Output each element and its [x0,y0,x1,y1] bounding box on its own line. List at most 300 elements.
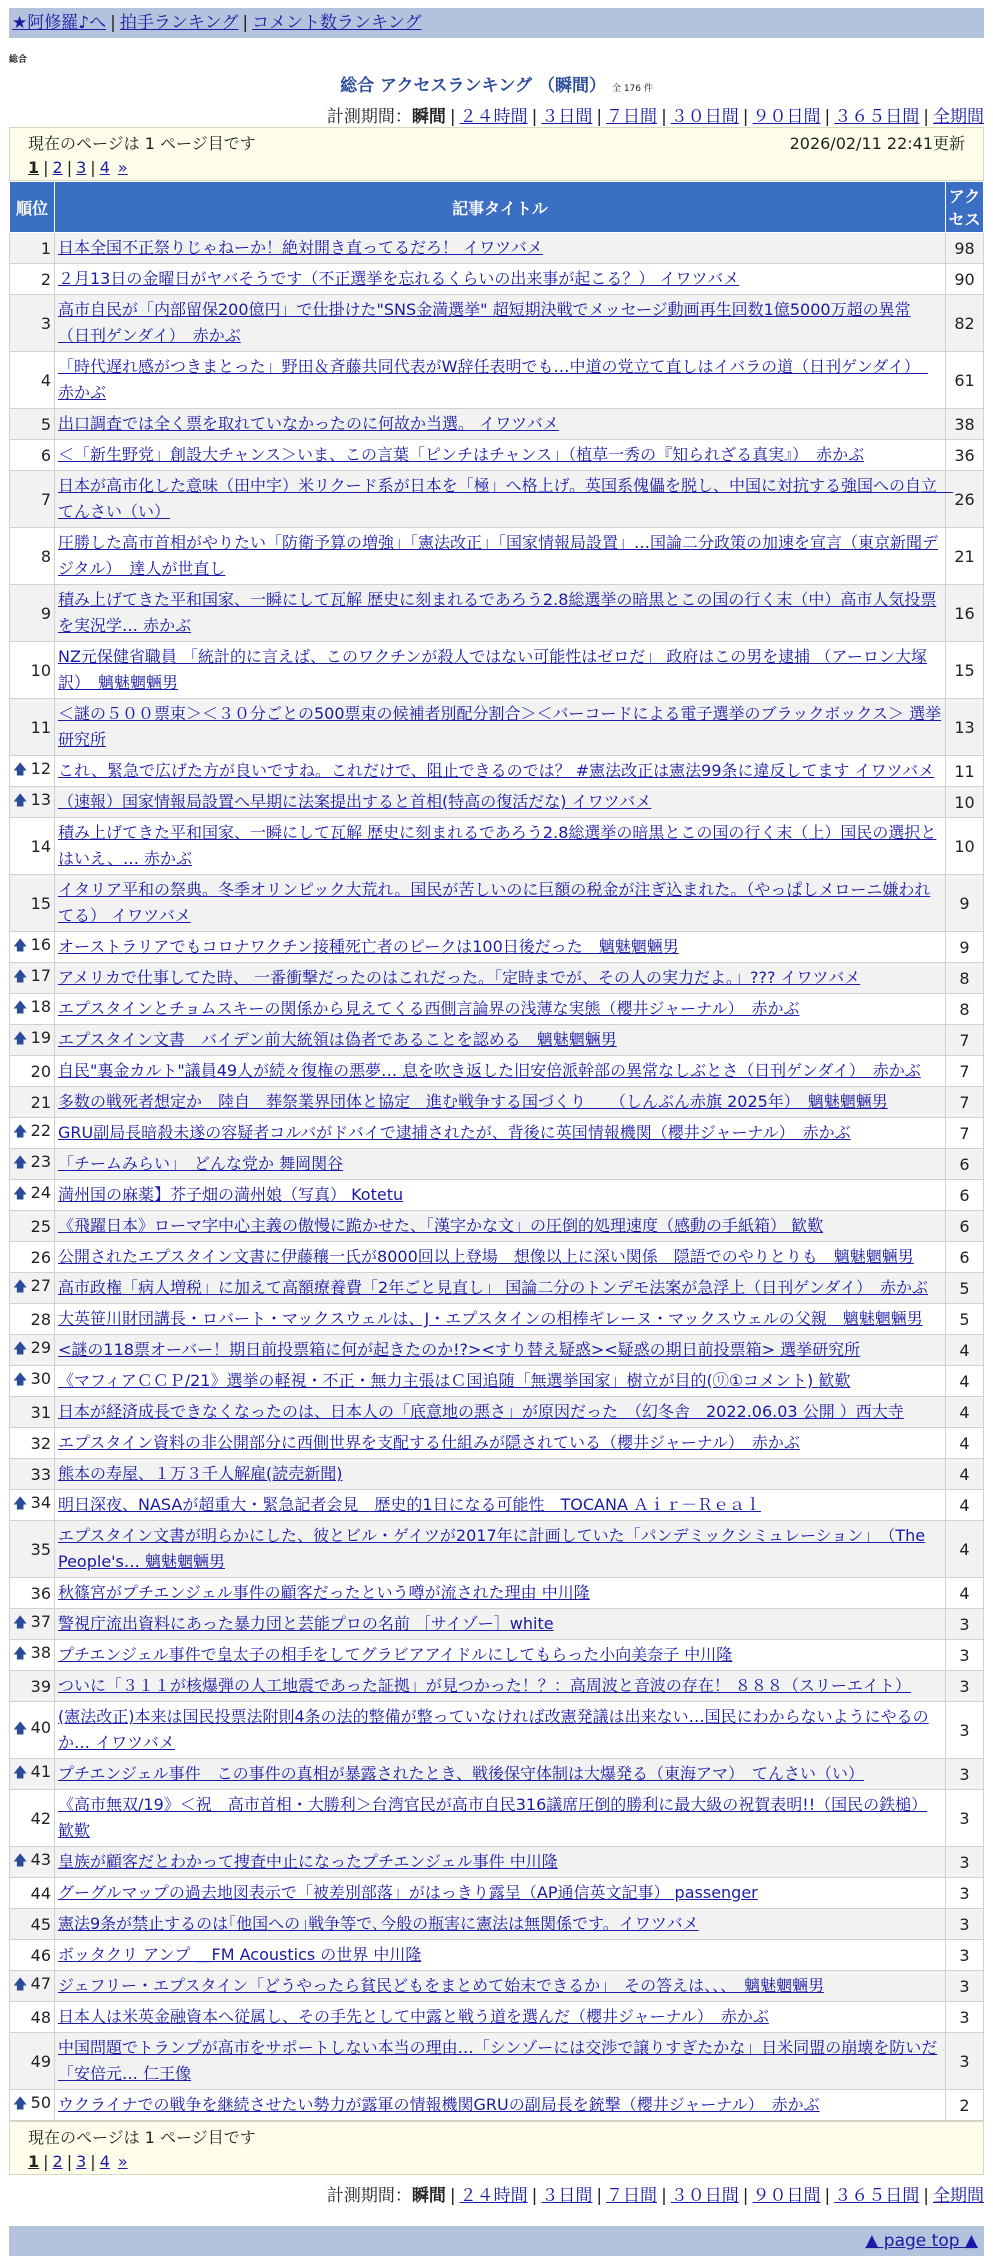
rank-cell [10,1671,55,1702]
page-top-link[interactable]: ▲ page top ▲ [865,2231,978,2251]
access-count: 3 [946,1790,984,1847]
separator: | [43,2152,49,2171]
rank-cell [10,2033,55,2090]
article-link[interactable]: 《高市無双/19》＜祝 高市首相・大勝利＞台湾官民が高市自民316議席圧倒的勝利に最大級の祝賀表明!!（国民の鉄槌） 歓歎 [58,1795,928,1840]
article-link[interactable]: 明日深夜、NASAが超重大・緊急記者会見 歴史的1日になる可能性 TOCANA Ａｉｒ－Ｒｅａｌ [58,1495,761,1514]
rank-cell [10,440,55,471]
title-cell [55,642,946,699]
access-count: 61 [946,352,984,409]
pager-bottom [9,2121,984,2175]
title-cell [55,409,946,440]
article-link[interactable]: ジェフリー・エプスタイン「どうやったら貧民どもをまとめて始末できるか」 その答えは、、、 魑魅魍魎男 [58,1976,825,1995]
title-cell [55,295,946,352]
separator: | [923,2186,929,2206]
rank-up-arrow-icon: 🡅 [13,1031,28,1047]
period-link[interactable]: ２４時間 [459,107,528,127]
rank-number: 50 [30,2093,51,2112]
table-row [10,1521,984,1578]
title-cell [55,1304,946,1335]
rank-cell [10,1335,55,1366]
table-row [10,1366,984,1397]
page-current: 1 [28,2152,40,2171]
rank-cell [10,528,55,585]
rank-cell [10,1180,55,1211]
rank-cell [10,1847,55,1878]
table-row [10,1847,984,1878]
title-cell [55,264,946,295]
article-link[interactable]: 満州国の麻薬】芥子畑の満州娘（写真） Kotetu [58,1185,404,1204]
rank-number: 12 [30,759,51,778]
table-row [10,1490,984,1521]
title-cell [55,352,946,409]
separator: | [110,13,116,33]
rank-up-arrow-icon: 🡅 [13,1765,28,1781]
rank-cell [10,1211,55,1242]
page-title-text: 総合 アクセスランキング （瞬間） [340,76,606,96]
rank-up-arrow-icon: 🡅 [13,1155,28,1171]
title-cell [55,1180,946,1211]
separator: | [824,2186,831,2206]
access-count: 36 [946,440,984,471]
page-link[interactable]: 3 [76,2152,87,2171]
title-cell [55,1149,946,1180]
access-count: 3 [946,1909,984,1940]
table-row [10,1759,984,1790]
article-link[interactable]: 大英笹川財団講長・ロバート・マックスウェルは、J・エプスタインの相棒ギレーヌ・マックスウェルの父親 魑魅魍魎男 [58,1309,923,1328]
table-row [10,1149,984,1180]
access-count: 4 [946,1366,984,1397]
table-row [10,295,984,352]
period-link[interactable]: ７日間 [606,107,658,127]
access-count: 7 [946,1025,984,1056]
article-link[interactable]: 公開されたエプスタイン文書に伊藤穰一氏が8000回以上登場 想像以上に深い関係 隠語でのやりとりも 魑魅魍魎男 [58,1247,914,1266]
title-cell [55,963,946,994]
table-row [10,1428,984,1459]
article-link[interactable]: 高市政権「病人増税」に加えて高額療養費「2年ごと見直し」 国論二分のトンデモ法案が急浮上（日刊ゲンダイ） 赤かぶ [58,1278,928,1297]
rank-up-arrow-icon: 🡅 [13,1000,28,1016]
rank-up-arrow-icon: 🡅 [13,2096,28,2112]
rank-cell [10,1940,55,1971]
article-link[interactable]: ボッタクリ アンプ ＿FM Acoustics の世界 中川隆 [58,1945,422,1964]
access-count: 3 [946,1878,984,1909]
article-link[interactable]: 高市自民が「内部留保200億円」で仕掛けた"SNS金満選挙" 超短期決戦でメッセージ動画再生回数1億5000万超の異常（日刊ゲンダイ） 赤かぶ [58,300,911,345]
separator: | [661,107,667,127]
access-count: 26 [946,471,984,528]
rank-cell [10,818,55,875]
table-row [10,409,984,440]
article-link[interactable]: 圧勝した高市首相がやりたい「防衛予算の増強」「憲法改正」「国家情報局設置」…国論二分政策の加速を宣言（東京新聞デジタル） 達人が世直し [58,533,939,578]
article-link[interactable]: 中国問題でトランプが高市をサポートしない本当の理由…「シンゾーには交渉で譲りすぎたかな」日米同盟の崩壊を防いだ「安倍元… 仁王像 [58,2038,938,2083]
rank-cell [10,787,55,818]
link-applause-ranking[interactable]: 拍手ランキング [119,13,239,33]
rank-cell [10,642,55,699]
rank-number: 10 [30,660,51,680]
rank-cell [10,1971,55,2002]
article-link[interactable]: ＜「新生野党」創設大チャンス＞いま、この言葉「ピンチはチャンス」（植草一秀の『知られざる真実』） 赤かぶ [58,445,865,464]
rank-number: 35 [30,1539,51,1559]
period-link[interactable]: ３日間 [541,107,593,127]
rank-number: 32 [30,1433,51,1453]
title-cell [55,699,946,756]
access-count: 4 [946,1335,984,1366]
article-link[interactable]: 皇族が顧客だとわかって捜査中止になったプチエンジェル事件 中川隆 [58,1852,558,1871]
page-link[interactable]: 4 [99,158,110,177]
rank-number: 26 [30,1247,51,1267]
table-row [10,2090,984,2121]
table-row [10,1909,984,1940]
title-cell [55,932,946,963]
table-row [10,1578,984,1609]
article-link[interactable]: ついに「３１１が核爆弾の人工地震であった証拠」が見つかった！？：高周波と音波の存在！ ８８８（スリーエイト） [58,1676,911,1695]
period-link[interactable]: 全期間 [933,2186,984,2206]
link-comment-ranking[interactable]: コメント数ランキング [252,13,422,33]
article-link[interactable]: 出口調査では全く票を取れていなかったのに何故か当選。 イワツバメ [58,414,559,433]
separator: | [531,107,538,127]
access-count: 98 [946,233,984,264]
access-count: 4 [946,1397,984,1428]
period-link[interactable]: 全期間 [933,107,984,127]
separator: | [824,107,831,127]
table-row [10,352,984,409]
article-link[interactable]: 日本が高市化した意味（田中宇）米リクード系が日本を「極」へ格上げ。英国系傀儡を脱し、中国に対抗する強国への自立 てんさい（い） [58,476,954,521]
table-row [10,1211,984,1242]
article-link[interactable]: <謎の118票オーバー！期日前投票箱に何が起きたのか!?><すり替え疑惑><疑惑の期日前投票箱> 選挙研究所 [58,1340,861,1359]
table-header-row [10,182,984,233]
access-count: 3 [946,1702,984,1759]
rank-cell [10,1459,55,1490]
title-cell [55,1025,946,1056]
title-cell [55,233,946,264]
item-count: 全 176 件 [611,84,653,94]
rank-number: 28 [30,1309,51,1329]
access-count: 15 [946,642,984,699]
access-count: 7 [946,1087,984,1118]
access-count: 8 [946,963,984,994]
link-ashura-home[interactable]: ★阿修羅♪へ [12,13,107,33]
separator: | [449,107,456,127]
rank-cell [10,1790,55,1847]
article-link[interactable]: 「チームみらい」 どんな党か 舞岡関谷 [58,1154,344,1173]
article-link[interactable]: （速報）国家情報局設置へ早期に法案提出すると首相(特高の復活だな) イワツバメ [58,792,652,811]
article-link[interactable]: 多数の戦死者想定か 陸自 葬祭業界団体と協定 進む戦争する国づくり （しんぶん赤旗 2025年） 魑魅魍魎男 [58,1092,888,1111]
rank-number: 15 [30,893,51,913]
access-count: 13 [946,699,984,756]
title-cell [55,528,946,585]
article-link[interactable]: 憲法9条が禁止するのは｢他国への｣戦争等で､今般の瓶害に憲法は無関係です。イワツバメ [58,1914,699,1933]
table-row [10,994,984,1025]
article-link[interactable]: 自民"裏金カルト"議員49人が続々復権の悪夢… 息を吹き返した旧安倍派幹部の異常なしぶとさ（日刊ゲンダイ） 赤かぶ [58,1061,921,1080]
article-link[interactable]: 日本全国不正祭りじゃねーか！絶対開き直ってるだろ！ イワツバメ [58,238,543,257]
page-next-link[interactable]: » [117,158,128,177]
rank-up-arrow-icon: 🡅 [13,1341,28,1357]
rank-number: 23 [30,1152,51,1171]
table-row [10,1671,984,1702]
rank-number: 19 [30,1028,51,1047]
page-link[interactable]: 2 [52,2152,63,2171]
access-count: 3 [946,1609,984,1640]
rank-number: 38 [30,1643,51,1662]
period-link[interactable]: ７日間 [606,2186,658,2206]
article-link[interactable]: 秋篠宮がプチエンジェル事件の顧客だったという噂が流された理由 中川隆 [58,1583,590,1602]
page-links [28,158,965,177]
article-link[interactable]: エプスタイン資料の非公開部分に西側世界を支配する仕組みが隠されている（櫻井ジャーナル） 赤かぶ [58,1433,800,1452]
article-link[interactable]: エプスタイン文書 バイデン前大統領は偽者であることを認める 魑魅魍魎男 [58,1030,617,1049]
title-cell [55,585,946,642]
article-link[interactable]: オーストラリアでもコロナワクチン接種死亡者のピークは100日後だった 魑魅魍魎男 [58,937,679,956]
title-cell [55,1397,946,1428]
title-cell [55,1759,946,1790]
title-cell [55,1459,946,1490]
title-cell [55,1366,946,1397]
access-count: 11 [946,756,984,787]
rank-number: 36 [30,1583,51,1603]
rank-number: 13 [30,790,51,809]
article-link[interactable]: 《マフィアＣＣＰ/21》選挙の軽視・不正・無力主張はＣ国追随「無選挙国家」樹立が目的(㋷①コメント) 歓歎 [58,1371,851,1390]
rank-number: 24 [30,1183,51,1202]
rank-number: 20 [30,1061,51,1081]
title-cell [55,1609,946,1640]
article-link[interactable]: NZ元保健省職員 「統計的に言えば、このワクチンが殺人ではない可能性はゼロだ」 政府はこの男を逮捕 （アーロン大塚訳） 魑魅魍魎男 [58,647,927,692]
access-count: 6 [946,1180,984,1211]
separator: | [596,2186,603,2206]
article-link[interactable]: グーグルマップの過去地図表示で「被差別部落」がはっきり露呈（AP通信英文記事） passenger [58,1883,758,1902]
article-link[interactable]: 積み上げてきた平和国家、一瞬にして瓦解 歴史に刻まれるであろう2.8総選挙の暗黒とこの国の行く末（中）高市人気投票を実況学… 赤かぶ [58,590,937,635]
rank-number: 5 [40,414,51,434]
rank-up-arrow-icon: 🡅 [13,1853,28,1869]
period-link[interactable]: ３０日間 [670,107,739,127]
access-count: 3 [946,1671,984,1702]
table-row [10,233,984,264]
table-row [10,1790,984,1847]
period-link[interactable]: ２４時間 [459,2186,528,2206]
period-link[interactable]: ３６５日間 [834,107,920,127]
rank-number: 17 [30,966,51,985]
separator: | [66,2152,73,2171]
article-link[interactable]: 《飛躍日本》ローマ字中心主義の傲慢に跪かせた、「漢字かな文」の圧倒的処理速度（感動の手紙箱） 歓歎 [58,1216,824,1235]
ranking-table [9,181,984,2121]
article-link[interactable]: 日本が経済成長できなくなったのは、日本人の「底意地の悪さ」が原因だった （幻冬舎 2022.06.03 公開 ）西大寺 [58,1402,904,1421]
rank-cell [10,1087,55,1118]
title-cell [55,875,946,932]
access-count: 6 [946,1211,984,1242]
rank-cell [10,1609,55,1640]
access-count: 3 [946,1847,984,1878]
rank-number: 2 [40,269,51,289]
access-count: 3 [946,1971,984,2002]
separator: | [90,158,96,177]
rank-cell [10,264,55,295]
article-link[interactable]: プチエンジェル事件で皇太子の相手をしてグラビアアイドルにしてもらった小向美奈子 中川隆 [58,1645,733,1664]
access-count: 5 [946,1273,984,1304]
title-cell [55,1671,946,1702]
access-count: 3 [946,1640,984,1671]
rank-cell [10,1025,55,1056]
rank-number: 9 [40,603,51,623]
table-row [10,1180,984,1211]
rank-cell [10,932,55,963]
article-link[interactable]: (憲法改正)本来は国民投票法附則4条の法的整備が整っていなければ改憲発議は出来ない…国民にわからないようにやるのか… イワツバメ [58,1707,929,1752]
period-link[interactable]: ３日間 [541,2186,593,2206]
title-cell [55,1056,946,1087]
page-link[interactable]: 2 [52,158,63,177]
article-link[interactable]: 熊本の寿屋、１万３千人解雇(読売新聞) [58,1464,343,1483]
page-next-link[interactable]: » [117,2152,128,2171]
updated-time: 2026/02/11 22:41更新 [789,134,965,153]
page-link[interactable]: 3 [76,158,87,177]
title-cell [55,1790,946,1847]
rank-cell [10,352,55,409]
rank-cell [10,1428,55,1459]
title-cell [55,1273,946,1304]
title-cell [55,1335,946,1366]
title-cell [55,1702,946,1759]
separator: | [43,158,49,177]
rank-number: 42 [30,1808,51,1828]
period-link[interactable]: ３０日間 [670,2186,739,2206]
table-row [10,1025,984,1056]
access-count: 3 [946,2033,984,2090]
page-title [0,71,993,96]
access-count: 16 [946,585,984,642]
title-cell [55,756,946,787]
article-link[interactable]: エプスタイン文書が明らかにした、彼とビル・ゲイツが2017年に計画していた「パンデミックシミュレーション」 （The People's… 魑魅魍魎男 [58,1526,926,1571]
title-cell [55,1847,946,1878]
page-current: 1 [28,158,40,177]
rank-number: 37 [30,1612,51,1631]
title-cell [55,2090,946,2121]
rank-cell [10,1056,55,1087]
title-cell [55,1242,946,1273]
article-link[interactable]: GRU副局長暗殺未遂の容疑者コルバがドバイで逮捕されたが、背後に英国情報機関（櫻井ジャーナル） 赤かぶ [58,1123,851,1142]
table-row [10,756,984,787]
rank-cell [10,409,55,440]
period-selector-bottom [0,2181,984,2206]
rank-number: 46 [30,1945,51,1965]
table-row [10,1940,984,1971]
table-row [10,1971,984,2002]
access-count: 21 [946,528,984,585]
period-label: 計測期間： [326,2186,412,2206]
rank-number: 16 [30,935,51,954]
rank-up-arrow-icon: 🡅 [13,938,28,954]
separator: | [742,2186,749,2206]
table-row [10,818,984,875]
article-link[interactable]: エプスタインとチョムスキーの関係から見えてくる西側言論界の浅薄な実態（櫻井ジャーナル） 赤かぶ [58,999,800,1018]
title-cell [55,1087,946,1118]
access-count: 8 [946,994,984,1025]
rank-cell [10,1521,55,1578]
access-count: 3 [946,1940,984,1971]
rank-number: 18 [30,997,51,1016]
article-link[interactable]: 警視庁流出資料にあった暴力団と芸能プロの名前 ［サイゾー］white [58,1614,554,1633]
separator: | [742,107,749,127]
title-cell [55,1521,946,1578]
title-cell [55,440,946,471]
table-row [10,1640,984,1671]
period-label: 計測期間： [326,107,412,127]
access-count: 4 [946,1459,984,1490]
period-link[interactable]: ３６５日間 [834,2186,920,2206]
rank-number: 34 [30,1493,51,1512]
rank-number: 48 [30,2007,51,2027]
rank-cell [10,1273,55,1304]
period-link[interactable]: ９０日間 [752,107,821,127]
rank-cell [10,471,55,528]
rank-cell [10,585,55,642]
rank-number: 33 [30,1464,51,1484]
header-access: アクセス [946,182,984,233]
rank-cell [10,1759,55,1790]
title-cell [55,818,946,875]
rank-cell [10,1366,55,1397]
table-row [10,1335,984,1366]
rank-number: 22 [30,1121,51,1140]
access-count: 82 [946,295,984,352]
table-row [10,1087,984,1118]
current-page-text: 現在のページは 1 ページ目です [28,2128,256,2147]
article-link[interactable]: ウクライナでの戦争を継続させたい勢力が露軍の情報機関GRUの副局長を銃撃（櫻井ジャーナル） 赤かぶ [58,2095,820,2114]
article-link[interactable]: ＜謎の５００票束＞＜３０分ごとの500票束の候補者別配分割合＞＜バーコードによる電子選挙のブラックボックス＞ 選挙研究所 [58,704,942,749]
table-row [10,585,984,642]
rank-cell [10,1909,55,1940]
article-link[interactable]: ２月13日の金曜日がヤバそうです（不正選挙を忘れるくらいの出来事が起こる？） イワツバメ [58,269,740,288]
access-count: 38 [946,409,984,440]
access-count: 4 [946,1490,984,1521]
rank-up-arrow-icon: 🡅 [13,1977,28,1993]
table-row [10,642,984,699]
article-link[interactable]: プチエンジェル事件 この事件の真相が暴露されたとき、戦後保守体制は大爆発る（東海アマ） てんさい（い） [58,1764,865,1783]
period-link[interactable]: ９０日間 [752,2186,821,2206]
title-cell [55,471,954,528]
article-link[interactable]: アメリカで仕事してた時、 一番衝撃だったのはこれだった。「定時までが、その人の実力だよ。」??? イワツバメ [58,968,861,987]
table-row [10,932,984,963]
rank-up-arrow-icon: 🡅 [13,1721,28,1737]
article-link[interactable]: 日本人は米英金融資本へ従属し、その手先として中露と戦う道を選んだ（櫻井ジャーナル） 赤かぶ [58,2007,769,2026]
table-row [10,1118,984,1149]
title-cell [55,1878,946,1909]
table-row [10,1702,984,1759]
rank-cell [10,1397,55,1428]
article-link[interactable]: 積み上げてきた平和国家、一瞬にして瓦解 歴史に刻まれるであろう2.8総選挙の暗黒とこの国の行く末（上）国民の選択とはいえ、… 赤かぶ [58,823,937,868]
rank-number: 14 [30,836,51,856]
table-row [10,1056,984,1087]
rank-cell [10,1640,55,1671]
title-cell [55,1909,946,1940]
title-cell [55,1940,946,1971]
access-count: 6 [946,1149,984,1180]
title-cell [55,1640,946,1671]
rank-cell [10,1304,55,1335]
rank-up-arrow-icon: 🡅 [13,1186,28,1202]
rank-number: 3 [40,313,51,333]
access-count: 10 [946,818,984,875]
rank-up-arrow-icon: 🡅 [13,1496,28,1512]
rank-cell [10,2002,55,2033]
rank-up-arrow-icon: 🡅 [13,1124,28,1140]
article-link[interactable]: イタリア平和の祭典。冬季オリンピック大荒れ。国民が苦しいのに巨額の税金が注ぎ込まれた。（やっぱしメローニ嫌われてる） イワツバメ [58,880,931,925]
article-link[interactable]: これ、緊急で広げた方が良いですね。これだけで、阻止できるのでは？ #憲法改正は憲法99条に違反してます イワツバメ [58,761,935,780]
page-link[interactable]: 4 [99,2152,110,2171]
separator: | [596,107,603,127]
article-link[interactable]: 「時代遅れ感がつきまとった」野田＆斉藤共同代表がW辞任表明でも…中道の党立て直しはイバラの道（日刊ゲンダイ） 赤かぶ [58,357,928,402]
rank-number: 41 [30,1762,51,1781]
access-count: 6 [946,1242,984,1273]
rank-number: 21 [30,1092,51,1112]
title-cell [55,1490,946,1521]
rank-number: 7 [40,489,51,509]
rank-cell [10,2090,55,2121]
period-current: 瞬間 [411,2186,446,2206]
